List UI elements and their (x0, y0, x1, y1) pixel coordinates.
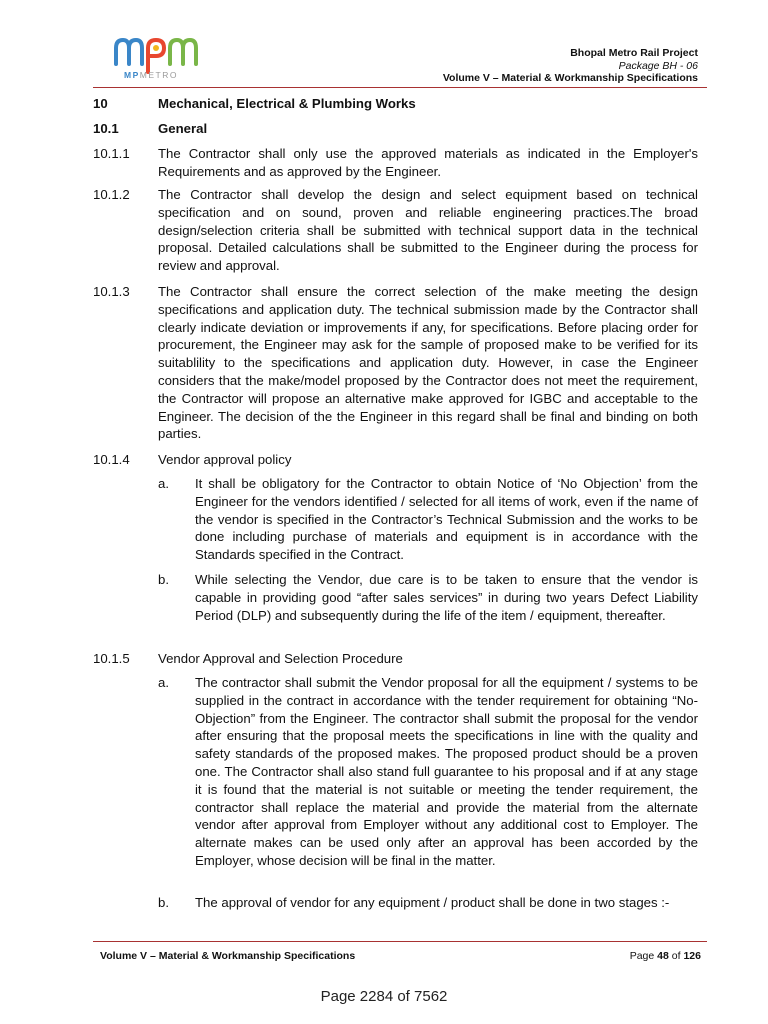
footer-page-number: Page 48 of 126 (629, 950, 701, 962)
header-divider (93, 87, 707, 88)
volume-title: Volume V – Material & Workmanship Specifications (442, 72, 698, 84)
footer-divider (93, 941, 707, 942)
project-title: Bhopal Metro Rail Project (570, 47, 698, 59)
footer-volume-title: Volume V – Material & Workmanship Specifications (100, 950, 356, 962)
logo-wordmark: MPMETRO (124, 70, 178, 80)
document-header (443, 47, 698, 85)
package-label: Package BH - 06 (618, 59, 698, 72)
document-page: MPMETRO Bhopal Metro Rail Project Package BH - 06 Volume V – Material & Workmanship Specifications 10 Mechanical, Electrical & Plumbing Works 10.1 General 10.1.1 The Contractor shall only use the approved materials as indicated in the Employer's Requirements and as approved by the Engineer. 10.1.2 The Contractor shall develop the design and select equipment based on technical specification and on sound, proven and reliable engineering practices.The broad design/selection criteria shall be submitted with technical support data in the technical proposal. Detailed calculations shall be submitted to the Engineer during the process for review and approval. 10.1.3 The Contractor shall ensure the correct selection of the make meeting the design specifications and application duty. The technical submission made by the Contractor shall clearly indicate deviation or improvements if any, for specifications. Before placing order for procurement, the Engineer may ask for the sample of proposed make to be verified for its suitablility to the specifications and application duty. However, in case the Engineer considers that the make/model proposed by the Contractor does not meet the requirement, the Contractor will propose an alternative make approved for IGBC and acceptable to the Engineer. The decision of the the Engineer in this regard shall be final and binding on both parties. 10.1.4 Vendor approval policy a. It shall be obligatory for the Contractor to obtain Notice of ‘No Objection’ from the Engineer for the vendors identified / selected for all items of work, even if the name of the vendor is specified in the Contractor’s Technical Submission and the works to be done including purchase of materials and equipment is in accordance with the Standards specified in the Contract. b. While selecting the Vendor, due care is to be taken to ensure that the vendor is capable in providing good “after sales services” in during two years Defect Liability Period (DLP) and subsequently during the life of the item / equipment, thereafter. 10.1.5 Vendor Approval and Selection Procedure a. The contractor shall submit the Vendor proposal for all the equipment / systems to be supplied in the contract in accordance with the tender requirement for obtaining “No-Objection” from the Engineer. The contractor shall submit the proposal for the vendor after ensuring that the proposal meets the specifications in line with the quality and safety standards of the proposed makes. The proposed product should be a proven one. The Contractor shall also stand full guarantee to his proposal and if at any stage it is found that the material is not suitable or meeting the tender requirement, the contractor shall replace the material and provide the material from the alternate vendor after approval from Employer without any additional cost to Employer. The alternate makes can be used only after an approval has been accorded by the Employer, whose decision will be final in the matter. b. The approval of vendor for any equipment / product shall be done in two stages :- Volume V – Material & Workmanship Specifications Page 48 of 126 Page 2284 of 7562 (0, 0, 768, 1024)
pdf-page-indicator: Page 2284 of 7562 (320, 988, 448, 1005)
